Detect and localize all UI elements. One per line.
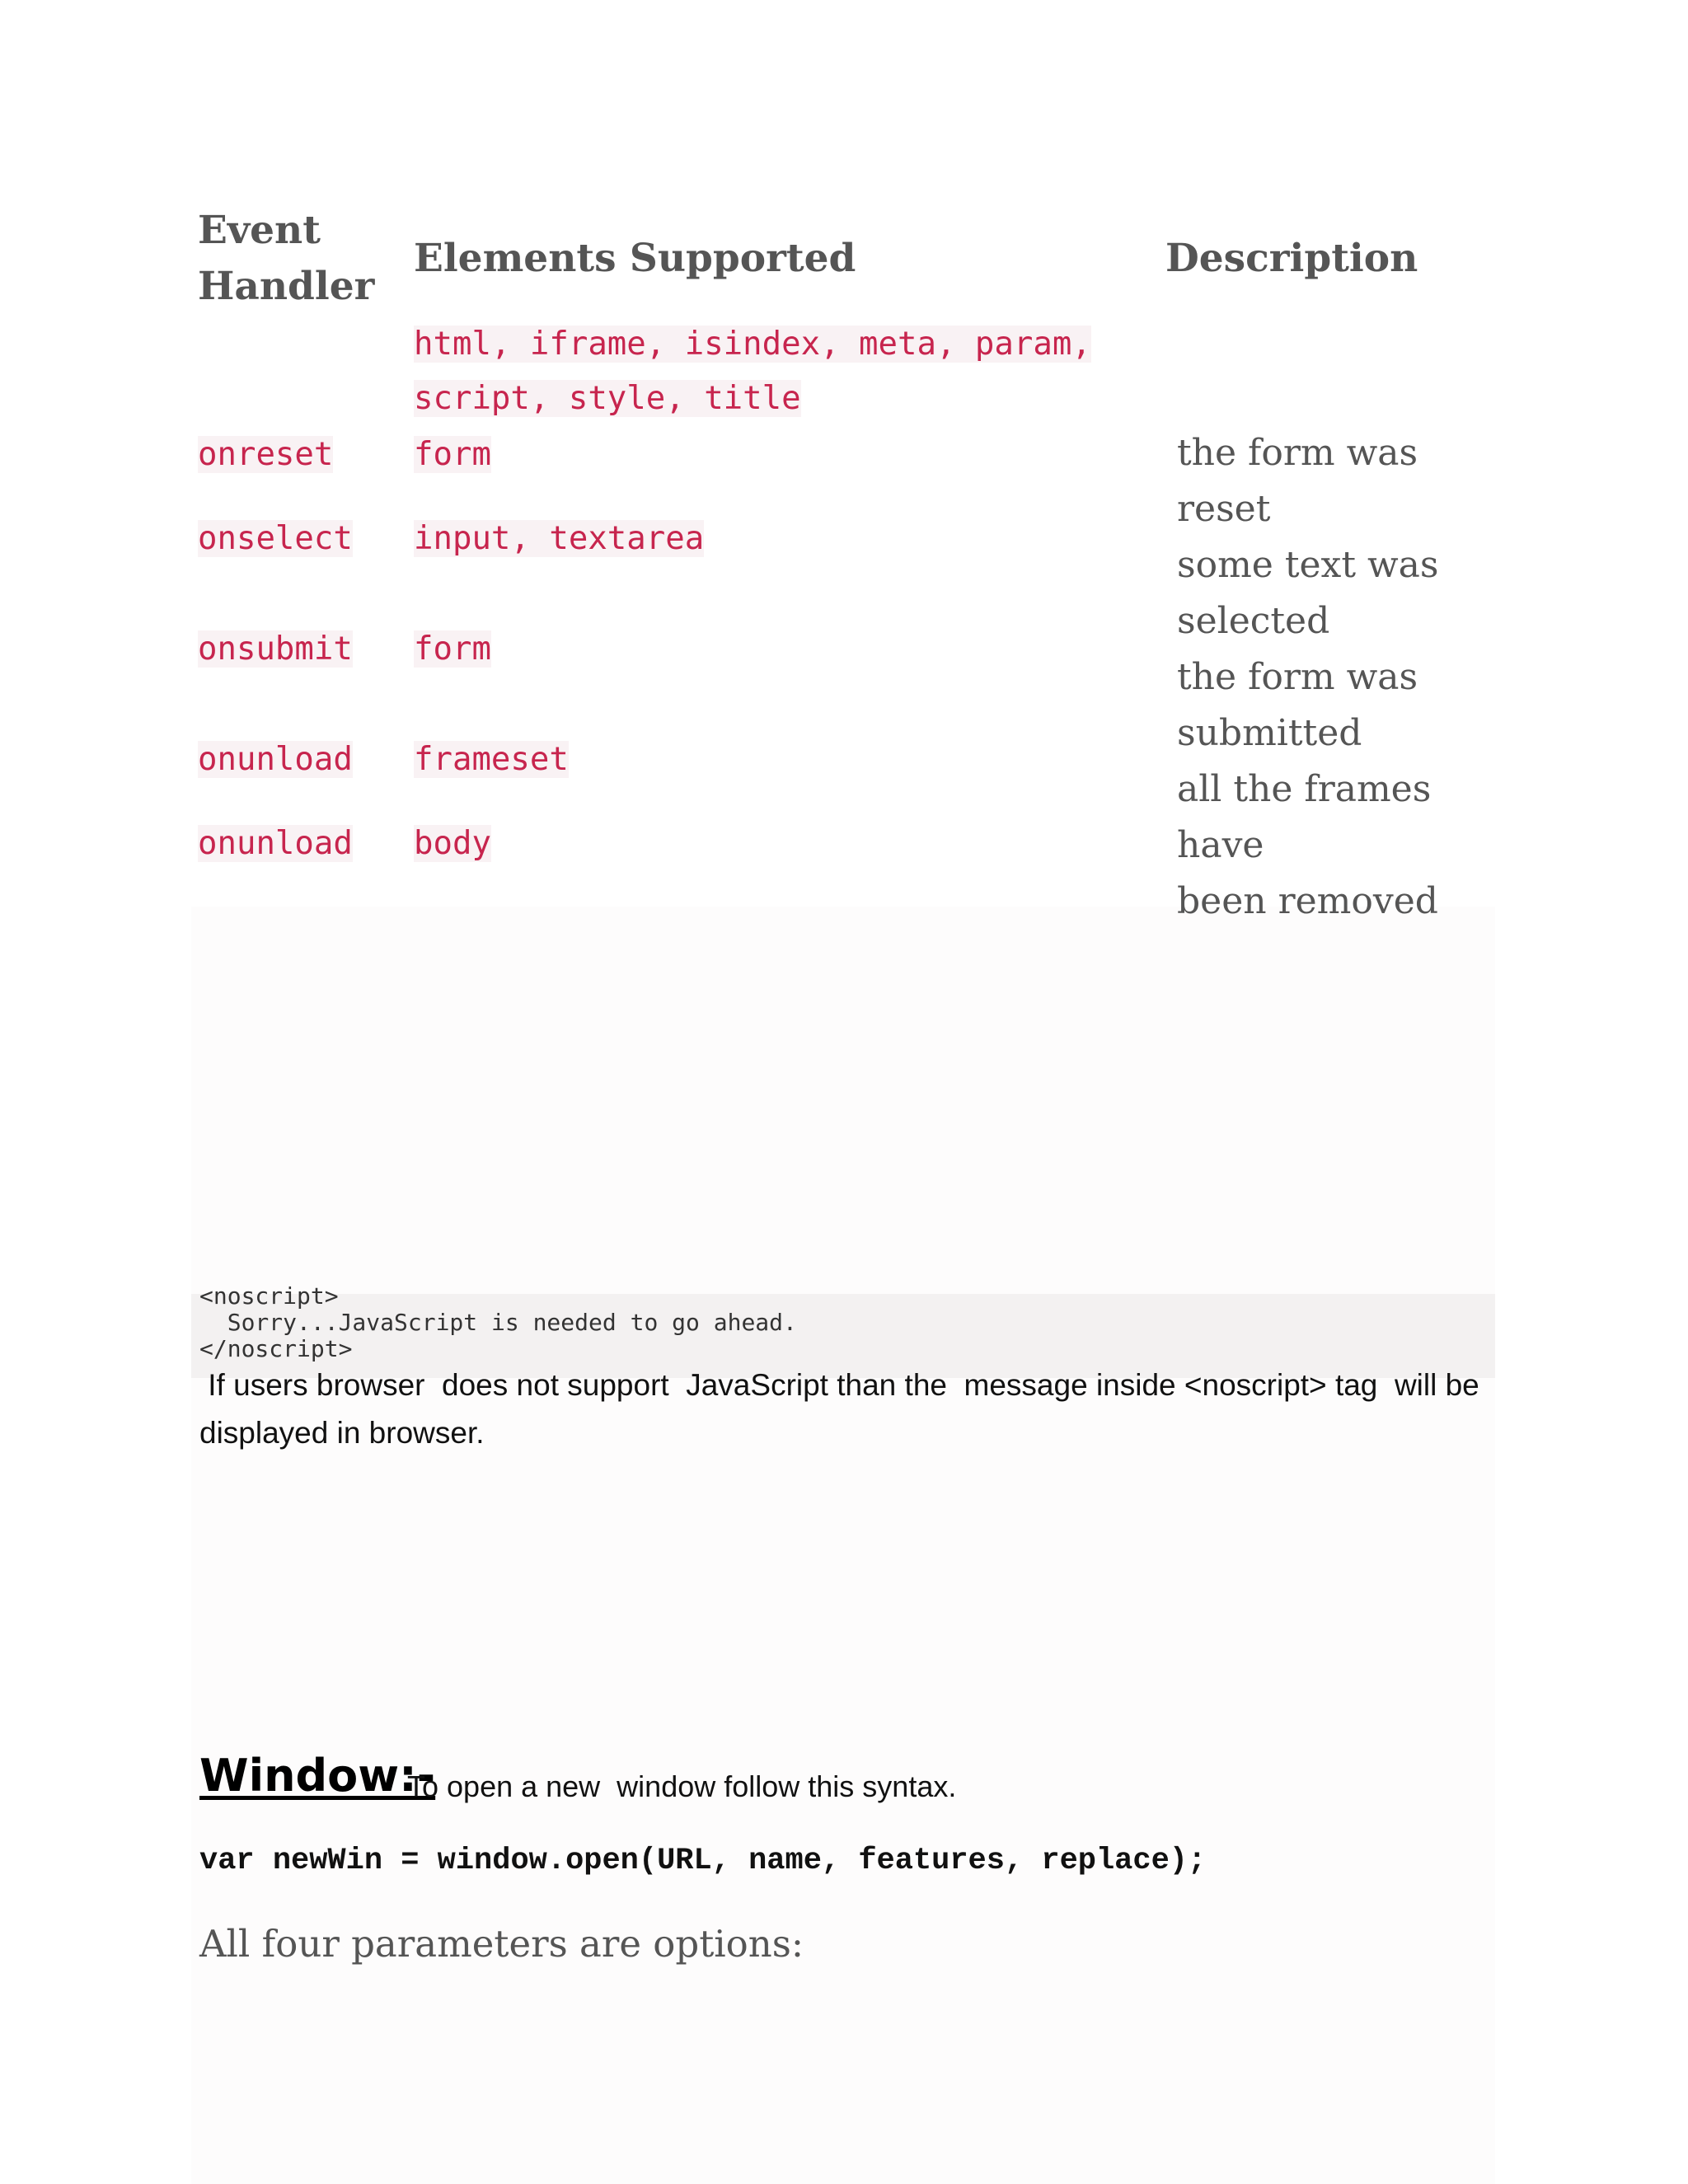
window-description: To open a new window follow this syntax. xyxy=(407,1769,957,1803)
continuation-elements-line2 xyxy=(414,371,801,427)
handler-text: onsubmit xyxy=(198,630,353,668)
description-line: submitted xyxy=(1177,712,1362,754)
noscript-message: Sorry...JavaScript is needed to go ahead. xyxy=(199,1309,797,1336)
description-line: some text was xyxy=(1177,544,1439,586)
header-description: Description xyxy=(1165,236,1418,281)
row-elements-input-textarea xyxy=(414,511,704,567)
noscript-open-tag: <noscript> xyxy=(199,1282,339,1310)
noscript-note-line2: displayed in browser. xyxy=(199,1416,485,1450)
elements-text: input, textarea xyxy=(414,520,705,557)
row-elements-form-submit xyxy=(414,621,491,677)
description-line: all the frames have xyxy=(1177,768,1432,866)
handler-text: onselect xyxy=(198,520,353,557)
row-handler-onselect xyxy=(198,511,353,567)
row-handler-onunload-frameset xyxy=(198,732,353,788)
handler-text: onunload xyxy=(198,825,353,862)
handler-text: onreset xyxy=(198,436,334,473)
description-line: been removed xyxy=(1177,880,1438,922)
description-line: the form was xyxy=(1177,656,1418,698)
continuation-elements-line1 xyxy=(414,316,1091,373)
description-column xyxy=(1177,425,1507,930)
noscript-note-line1: If users browser does not support JavaScript than the message inside <noscript> tag will be xyxy=(199,1368,1479,1402)
noscript-close-tag: </noscript> xyxy=(199,1335,353,1362)
row-handler-onreset xyxy=(198,427,333,483)
row-handler-onsubmit xyxy=(198,621,353,677)
window-heading: Window:- xyxy=(199,1750,436,1802)
parameters-note: All four parameters are options: xyxy=(199,1922,804,1966)
row-handler-onunload-body xyxy=(198,816,353,872)
description-line: selected xyxy=(1177,600,1330,642)
header-event-handler-line2: Handler xyxy=(198,264,375,309)
header-elements-supported: Elements Supported xyxy=(414,236,856,281)
elements-text: form xyxy=(414,630,491,668)
row-elements-form xyxy=(414,427,491,483)
page-background xyxy=(191,907,1495,2184)
continuation-elements-text-1: html, iframe, isindex, meta, param, xyxy=(414,326,1091,363)
row-elements-body xyxy=(414,816,491,872)
noscript-note xyxy=(199,1361,1485,1457)
handler-text: onunload xyxy=(198,741,353,778)
continuation-elements-text-2: script, style, title xyxy=(414,380,801,417)
window-open-syntax: var newWin = window.open(URL, name, features, replace); xyxy=(199,1844,1207,1878)
elements-text: frameset xyxy=(414,741,569,778)
row-elements-frameset xyxy=(414,732,569,788)
elements-text: body xyxy=(414,825,491,862)
header-event-handler-line1: Event xyxy=(198,208,321,253)
header-event-handler xyxy=(198,203,374,315)
description-line: the form was reset xyxy=(1177,432,1418,530)
elements-text: form xyxy=(414,436,491,473)
